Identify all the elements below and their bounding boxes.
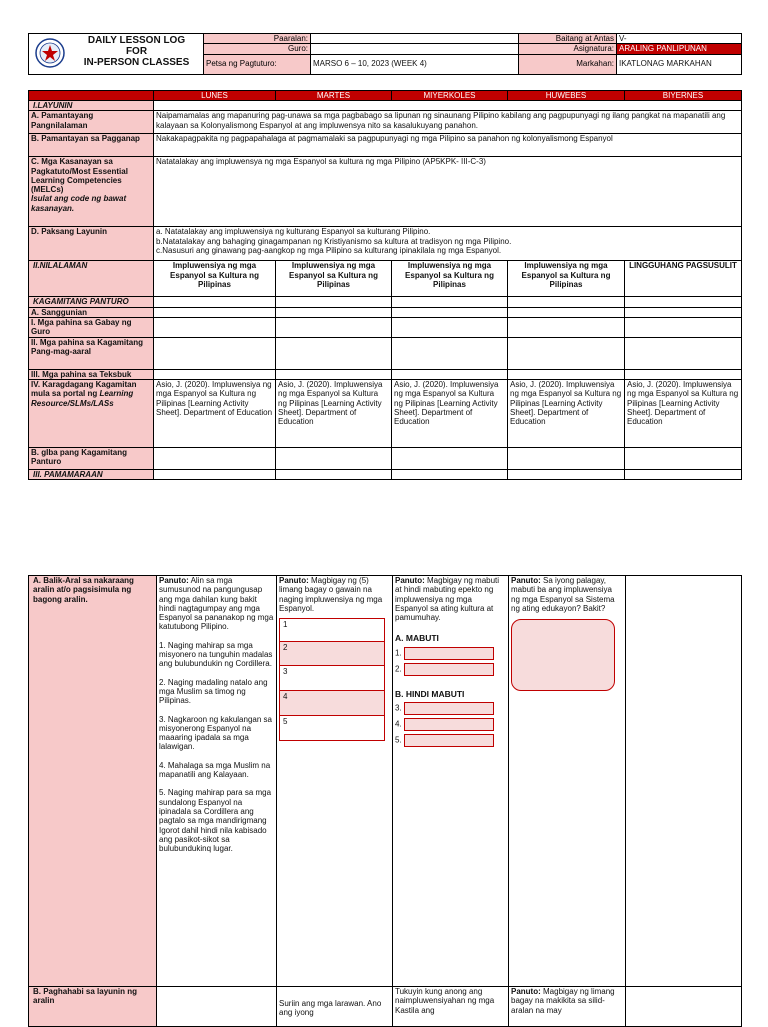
paghahabi-lunes xyxy=(157,987,277,1027)
martes-answer-1[interactable] xyxy=(280,619,384,642)
paksang-layunin-c: c.Nasusuri ang ginawang pag-aangkop ng mga Pilipino sa kulturang ipinakilala ng mga Espanyol. xyxy=(156,245,502,255)
martes-answer-2[interactable] xyxy=(280,642,384,666)
days-header-row xyxy=(29,91,742,101)
baitang-value: V- xyxy=(617,34,742,44)
header-title-line2: FOR xyxy=(125,46,148,57)
days-header-blank xyxy=(29,91,154,101)
martes-num-5: 5 xyxy=(283,717,288,727)
guro-value xyxy=(311,44,519,54)
mabuti-row-2 xyxy=(395,663,506,676)
paaralan-label: Paaralan: xyxy=(204,34,311,44)
gabay-guro-label: I. Mga pahina sa Gabay ng Guro xyxy=(29,317,154,337)
miyerkoles-panuto-label: Panuto: xyxy=(395,576,425,585)
ref-biyernes: Asio, J. (2020). Impluwensiya ng mga Espanyol sa Kultura ng Pilipinas [Learning Activity Sheet]. Department of Education xyxy=(625,380,742,448)
header-title-line1: DAILY LESSON LOG xyxy=(87,35,186,46)
lesson-table xyxy=(28,90,742,480)
miyerkoles-panuto-text: Magbigay ng mabuti at hindi mabuting epekto ng impluwensiya ng mga Espanyol sa ating kultura at pamumuhay. xyxy=(395,576,500,623)
paksang-layunin-a: a. Natatalakay ang impluwensiya ng kulturang Espanyol sa kulturang Pilipino. xyxy=(156,227,431,237)
iba-pang-kagamitan-label: B. gIba pang Kagamitang Panturo xyxy=(29,448,154,470)
day-header-huwebes: HUWEBES xyxy=(508,91,625,101)
section-layunin: I.LAYUNIN xyxy=(29,101,154,111)
ref-huwebes: Asio, J. (2020). Impluwensiya ng mga Espanyol sa Kultura ng Pilipinas [Learning Activity Sheet]. Department of Education xyxy=(508,380,625,448)
hindi-num-5: 5. xyxy=(395,735,402,745)
hindi-row-3 xyxy=(395,702,506,715)
pamantayang-pangnilalaman-label: A. Pamantayang Pangnilalaman xyxy=(29,111,154,134)
karagdagang-kagamitan-label-cell xyxy=(29,380,154,448)
lunes-item-4: 4. Mahalaga sa mga Muslim na mapanatili ang Kalayaan. xyxy=(159,760,271,780)
martes-panuto-label: Panuto: xyxy=(279,576,309,585)
paghahabi-biyernes xyxy=(626,987,742,1027)
asignatura-value: ARALING PANLIPUNAN xyxy=(617,44,742,54)
deped-seal-icon xyxy=(35,38,65,68)
paghahabi-miyerkoles: Tukuyin kung anong ang naimpluwensiyahan ng mga Kastila ang xyxy=(393,987,509,1027)
pamamaraan-label: III. PAMAMARAAN xyxy=(29,470,154,480)
martes-answer-3[interactable] xyxy=(280,666,384,691)
layunin-blank xyxy=(154,101,742,111)
melc-label-cell xyxy=(29,157,154,227)
martes-panuto-text: Magbigay ng (5) limang bagay o gawain na naging impluwensiya ng mga Espanyol. xyxy=(279,576,383,613)
pamantayang-pangnilalaman-text: Naipamamalas ang mapanuring pag-unawa sa mga pagbabago sa lipunan ng sinaunang Pilipino kabilang ang pagpupunyagi ng ilang pangkat na mapanatili ang kalayaan sa Kolonyalismong Espanyol at ang impluwensya nito sa kasalukuyang panahon. xyxy=(154,111,742,134)
hindi-row-5 xyxy=(395,734,506,747)
paghahabi-martes-cell xyxy=(277,987,393,1027)
lunes-panuto-label: Panuto: xyxy=(159,576,189,585)
lunes-panuto-text: Alin sa mga sumusunod na pangungusap ang mga dahilan kung bakit hindi nagtagumpay ang mga Espanyol sa pananakop ng mga katutubong Pilipino. xyxy=(159,576,274,632)
karagdagang-kagamitan-label: IV. Karagdagang Kagamitan mula sa portal ng xyxy=(31,380,137,399)
paghahabi-huwebes-text: Magbigay ng limang bagay na makikita sa silid-aralan na may xyxy=(511,987,615,1015)
mabuti-heading: A. MABUTI xyxy=(395,633,439,644)
day-header-miyerkoles: MIYERKOLES xyxy=(392,91,508,101)
markahan-label: Markahan: xyxy=(519,54,617,74)
nilalaman-miyerkoles: Impluwensiya ng mga Espanyol sa Kultura ng Pilipinas xyxy=(392,261,508,297)
lunes-item-1: 1. Naging mahirap sa mga misyonero na tunguhin madalas ang bulubundukin ng Cordillera. xyxy=(159,640,273,669)
sanggunian-label: A. Sanggunian xyxy=(29,307,154,317)
melc-text: Natatalakay ang impluwensya ng mga Espanyol sa kultura ng mga Pilipino (AP5KPK- III-C-3) xyxy=(154,157,742,227)
teksbuk-label: III. Mga pahina sa Teksbuk xyxy=(29,369,154,379)
balik-aral-label: A. Balik-Aral sa nakaraang aralin at/o pagsisimula ng bagong aralin. xyxy=(29,576,157,987)
hindi-num-3: 3. xyxy=(395,703,402,713)
balik-aral-lunes xyxy=(157,576,277,987)
hindi-answer-3[interactable] xyxy=(404,702,494,715)
mabuti-num-2: 2. xyxy=(395,664,402,674)
paghahabi-label: B. Paghahabi sa layunin ng aralin xyxy=(29,987,157,1027)
lunes-item-2: 2. Naging madaling natalo ang mga Muslim sa timog ng Pilipinas. xyxy=(159,677,268,706)
hindi-answer-5[interactable] xyxy=(404,734,494,747)
hindi-row-4 xyxy=(395,718,506,731)
paksang-layunin-cell xyxy=(154,227,742,261)
kagamitan-label: KAGAMITANG PANTURO xyxy=(29,297,154,307)
mabuti-num-1: 1. xyxy=(395,648,402,658)
balik-aral-biyernes xyxy=(626,576,742,987)
hindi-mabuti-heading: B. HINDI MABUTI xyxy=(395,688,465,699)
huwebes-panuto-label: Panuto: xyxy=(511,576,541,585)
martes-num-2: 2 xyxy=(283,643,288,653)
header-table xyxy=(28,33,742,75)
nilalaman-label: II.NILALAMAN xyxy=(29,261,154,297)
balik-aral-miyerkoles xyxy=(393,576,509,987)
header-title-cell xyxy=(29,34,204,75)
procedure-table xyxy=(28,575,742,1027)
day-header-biyernes: BIYERNES xyxy=(625,91,742,101)
kagamitang-mag-aaral-label: II. Mga pahina sa Kagamitang Pang-mag-aaral xyxy=(29,337,154,369)
ref-lunes: Asio, J. (2020). Impluwensiya ng mga Espanyol sa Kultura ng Pilipinas [Learning Activity Sheet]. Department of Education xyxy=(154,380,276,448)
paghahabi-martes: Suriin ang mga larawan. Ano ang iyong xyxy=(279,999,382,1018)
mabuti-answer-1[interactable] xyxy=(404,647,494,660)
lunes-item-3: 3. Nagkaroon ng kakulangan sa misyonerong Espanyol na maaaring ipadala sa mga lalawigan. xyxy=(159,714,272,752)
petsa-value: MARSO 6 – 10, 2023 (WEEK 4) xyxy=(311,54,519,74)
paaralan-value xyxy=(311,34,519,44)
ref-martes: Asio, J. (2020). Impluwensiya ng mga Espanyol sa Kultura ng Pilipinas [Learning Activity Sheet]. Department of Education xyxy=(276,380,392,448)
baitang-label: Baitang at Antas xyxy=(519,34,617,44)
guro-label: Guro: xyxy=(204,44,311,54)
nilalaman-martes: Impluwensiya ng mga Espanyol sa Kultura ng Pilipinas xyxy=(276,261,392,297)
balik-aral-huwebes xyxy=(509,576,626,987)
martes-num-1: 1 xyxy=(283,620,288,630)
hindi-answer-4[interactable] xyxy=(404,718,494,731)
paksang-layunin-b: b.Natatalakay ang bahaging ginagampanan ng Kristiyanismo sa kultura at tradisyon ng mga Pilipino. xyxy=(156,236,512,246)
pamantayan-pagganap-text: Nakakapagpakita ng pagpapahalaga at pagmamalaki sa pagpupunyagi ng mga Pilipino sa panahon ng kolonyalismong Espanyol xyxy=(154,134,742,157)
melc-label: C. Mga Kasanayan sa Pagkatuto/Most Essential Learning Competencies (MELCs) xyxy=(31,157,128,195)
paghahabi-huwebes-panuto: Panuto: xyxy=(511,987,541,996)
mabuti-row-1 xyxy=(395,647,506,660)
petsa-label: Petsa ng Pagtuturo: xyxy=(204,54,311,74)
nilalaman-lunes: Impluwensiya ng mga Espanyol sa Kultura ng Pilipinas xyxy=(154,261,276,297)
markahan-value: IKATLONAG MARKAHAN xyxy=(617,54,742,74)
martes-answer-5[interactable] xyxy=(280,716,384,740)
balik-aral-martes xyxy=(277,576,393,987)
melc-sublabel: Isulat ang code ng bawat kasanayan. xyxy=(31,194,127,213)
day-header-martes: MARTES xyxy=(276,91,392,101)
pamantayan-pagganap-label: B. Pamantayan sa Pagganap xyxy=(29,134,154,157)
nilalaman-biyernes: LINGGUHANG PAGSUSULIT xyxy=(625,261,742,297)
huwebes-answer-box[interactable] xyxy=(511,619,615,691)
martes-answer-list xyxy=(279,618,385,741)
mabuti-answer-2[interactable] xyxy=(404,663,494,676)
martes-num-3: 3 xyxy=(283,667,288,677)
header-title-line3: IN-PERSON CLASSES xyxy=(83,57,190,68)
martes-num-4: 4 xyxy=(283,692,288,702)
lunes-item-5: 5. Naging mahirap para sa mga sundalong Espanyol na ipinadala sa Cordillera ang pagtalo sa mga mandirigmang Igorot dahil hindi nila kabisado ang pasikot-sikot sa bulubundukinq lugar. xyxy=(159,788,272,854)
karagdagang-kagamitan-italic: Learning Resource/SLMs/LASs xyxy=(31,389,134,408)
ref-miyerkoles: Asio, J. (2020). Impluwensiya ng mga Espanyol sa Kultura ng Pilipinas [Learning Activity Sheet]. Department of Education xyxy=(392,380,508,448)
huwebes-panuto-text: Sa iyong palagay, mabuti ba ang impluwensiya ng mga Espanyol sa Sistema ng ating edukayon? Bakit? xyxy=(511,576,615,613)
paksang-layunin-label: D. Paksang Layunin xyxy=(29,227,154,261)
day-header-lunes: LUNES xyxy=(154,91,276,101)
hindi-num-4: 4. xyxy=(395,719,402,729)
paghahabi-huwebes-cell xyxy=(509,987,626,1027)
nilalaman-huwebes: Impluwensiya ng mga Espanyol sa Kultura ng Pilipinas xyxy=(508,261,625,297)
martes-answer-4[interactable] xyxy=(280,691,384,716)
asignatura-label: Asignatura: xyxy=(519,44,617,54)
